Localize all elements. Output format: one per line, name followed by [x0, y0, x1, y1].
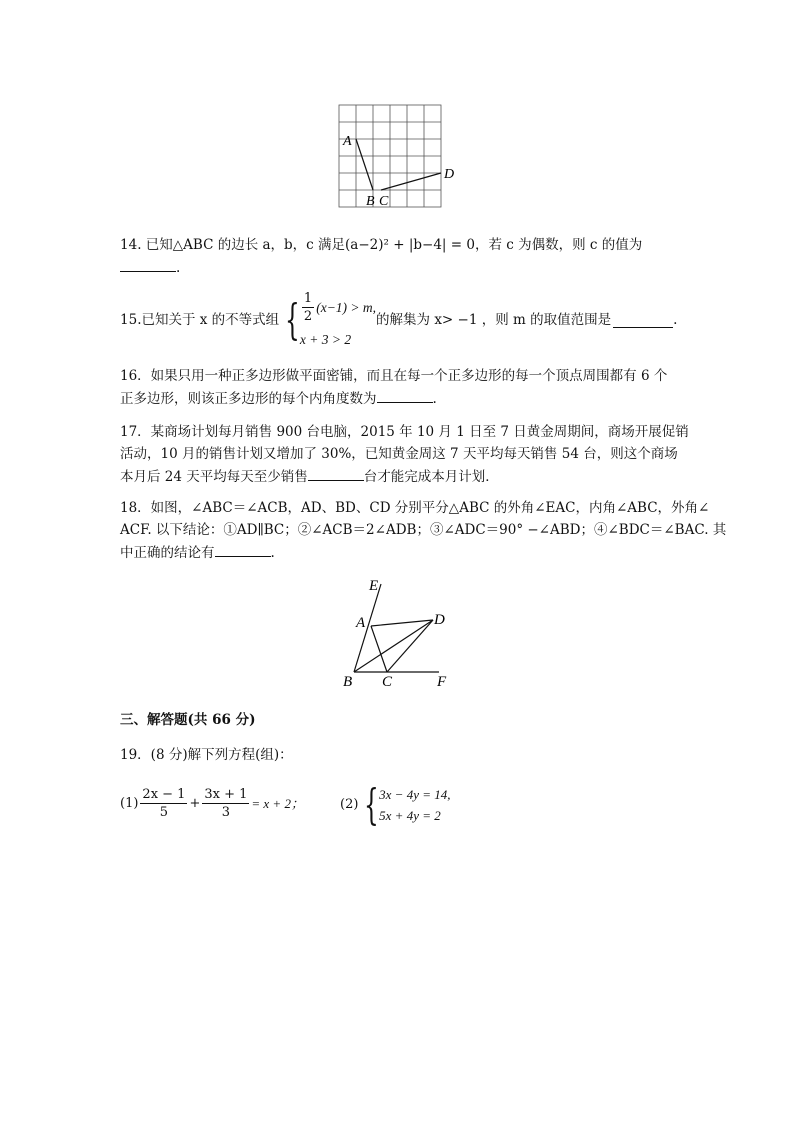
q15-half-num: 1 — [303, 291, 313, 306]
q19-p1-frac1-num: 2x − 1 — [142, 787, 186, 802]
q17-answer-blank[interactable] — [308, 465, 364, 481]
grid-lines — [339, 105, 441, 207]
q17-line3-a: 本月后 24 天平均每天至少销售 — [120, 469, 308, 485]
q14-answer-blank[interactable] — [120, 256, 176, 272]
question-14 — [120, 234, 642, 256]
q15-system — [300, 290, 376, 350]
q14-text: . 已知△ABC 的边长 a，b，c 满足(a−2)² + |b−4| = 0，若 c 为偶数，则 c 的值为 — [137, 237, 643, 253]
segment-ad — [371, 620, 433, 626]
question-19-part1 — [120, 786, 304, 821]
question-16-line1: 16．如果只用一种正多边形做平面密铺，而且在每一个正多边形的每一个顶点周围都有 6 个 — [120, 368, 668, 384]
q17-line3-b: 台才能完成本月计划． — [363, 469, 499, 485]
question-15 — [120, 290, 677, 350]
label-a: A — [356, 615, 366, 631]
question-17-line1: 17．某商场计划每月销售 900 台电脑，2015 年 10 月 1 日至 7 日黄金周期间，商场开展促销 — [120, 424, 689, 440]
label-c: C — [382, 674, 393, 690]
q14-end: . — [176, 260, 181, 276]
label-e: E — [369, 578, 379, 594]
q19-p1-frac2-den: 3 — [221, 805, 231, 820]
q14-number: 14 — [120, 237, 138, 253]
question-18-line3 — [120, 541, 275, 564]
label-c: C — [379, 194, 389, 209]
question-17-line2: 活动，10 月的销售计划又增加了 30%，已知黄金周这 7 天平均每天销售 54 台，则这个商场 — [120, 446, 678, 462]
question-18-line2: ACF. 以下结论：①AD∥BC；②∠ACB＝2∠ADB；③∠ADC＝90° −∠ABD；④∠BDC＝∠BAC. 其 — [120, 522, 727, 538]
q15-system-line1 — [300, 290, 376, 325]
q15-half-den: 2 — [303, 309, 313, 324]
q19-p1-fraction2 — [202, 786, 249, 821]
q19-p1-rest: = x + 2； — [251, 795, 304, 811]
question-14-answer — [120, 256, 180, 279]
q19-p1-label: (1) — [120, 795, 139, 811]
q15-prefix: .已知关于 x 的不等式组 — [137, 312, 280, 328]
q18-line3-text: 中正确的结论有 — [120, 545, 215, 561]
q19-p2-brace: { — [364, 780, 380, 829]
q16-answer-blank[interactable] — [377, 387, 433, 403]
q15-half-fraction — [302, 290, 314, 325]
triangle-figure — [335, 572, 460, 692]
q19-p2-line2: 5x + 4y = 2 — [379, 808, 441, 823]
q19-p2-label: (2) — [340, 797, 359, 812]
question-18-line1: 18．如图，∠ABC＝∠ACB，AD、BD、CD 分别平分△ABC 的外角∠EAC，内角∠ABC，外角∠ — [120, 500, 710, 516]
segment-ab — [356, 139, 373, 190]
label-f: F — [437, 674, 447, 690]
label-a: A — [343, 134, 352, 149]
question-19-part2 — [340, 780, 451, 829]
q15-brace: { — [285, 295, 300, 344]
q16-line2-text: 正多边形，则该正多边形的每个内角度数为 — [120, 391, 377, 407]
label-b: B — [366, 194, 375, 209]
label-b: B — [343, 674, 353, 690]
q15-system-line2: x + 3 > 2 — [299, 332, 352, 347]
q19-p1-frac2-num: 3x + 1 — [204, 787, 248, 802]
q19-p1-fraction1 — [140, 786, 187, 821]
question-16-line2 — [120, 387, 437, 410]
q19-p2-line1: 3x − 4y = 14, — [379, 787, 451, 802]
section-3-title: 三、解答题(共 66 分) — [120, 712, 256, 728]
q15-answer-blank[interactable] — [613, 312, 673, 328]
q15-suffix: 的解集为 x> −1 ，则 m 的取值范围是 — [376, 312, 612, 328]
q15-number: 15 — [120, 312, 138, 328]
q18-end: . — [270, 545, 275, 561]
q19-p1-frac1-den: 5 — [159, 805, 169, 820]
q16-end: . — [432, 391, 437, 407]
segment-ac — [371, 626, 387, 672]
q15-line1-rest: (x−1) > m, — [316, 300, 377, 315]
q18-answer-blank[interactable] — [215, 541, 271, 557]
question-19-header: 19．(8 分)解下列方程(组)： — [120, 747, 293, 763]
label-d: D — [434, 612, 445, 628]
q15-end: . — [673, 312, 678, 328]
label-d: D — [444, 167, 455, 182]
question-17-line3 — [120, 465, 499, 488]
q19-p2-system — [379, 784, 450, 826]
q19-p1-plus: + — [189, 795, 201, 811]
grid-figure — [330, 100, 460, 215]
